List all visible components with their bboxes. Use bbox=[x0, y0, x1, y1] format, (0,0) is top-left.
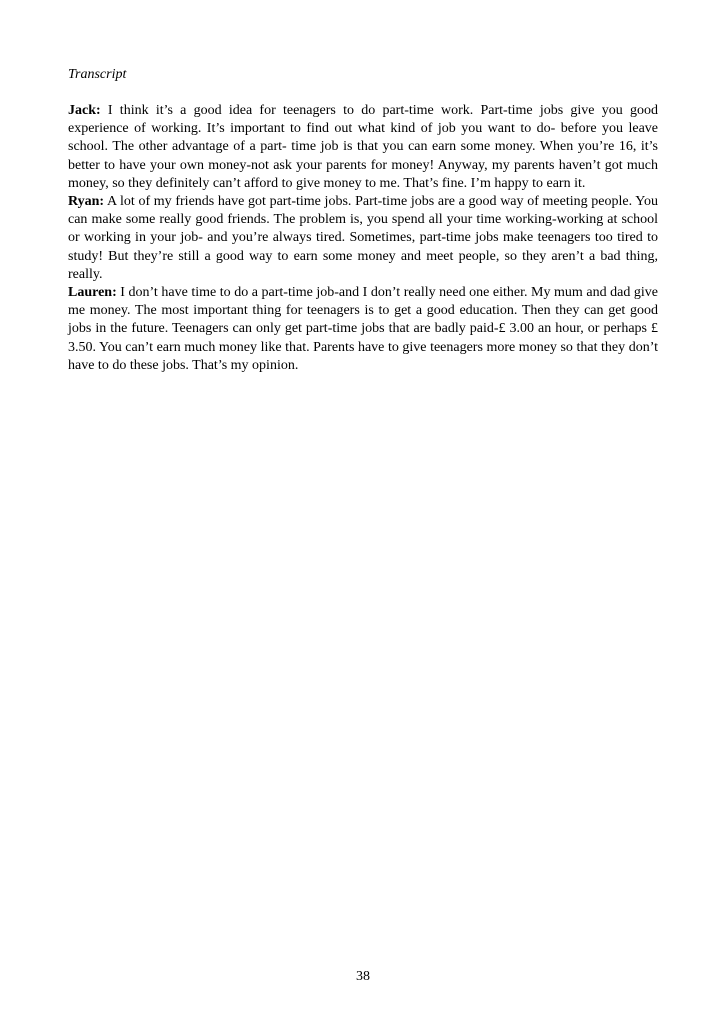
speaker-ryan: Ryan: bbox=[68, 194, 105, 210]
speech-ryan: A lot of my friends have got part-time jobs. Part-time jobs are a good way of meeting people. You can make some really good friends. The problem is, you spend all your time working-working at school or working in your job- and you’re always tired. Sometimes, part-time jobs make teenagers too tired to study! But they’re still a good way to earn some money and meet people, so they aren’t a bad thing, really. bbox=[68, 194, 658, 282]
speaker-jack: Jack: bbox=[68, 103, 101, 118]
speaker-lauren: Lauren: bbox=[68, 285, 117, 301]
transcript-heading: Transcript bbox=[68, 67, 127, 82]
page-number: 38 bbox=[356, 969, 370, 984]
paragraph-lauren bbox=[68, 284, 658, 375]
transcript-body bbox=[68, 102, 658, 375]
speech-lauren: I don’t have time to do a part-time job-and I don’t really need one either. My mum and dad give me money. The most important thing for teenagers is to get a good education. Then they can get good jobs in the future. Teenagers can only get part-time jobs that are badly paid-£ 3.00 an hour, or perhaps £ 3.50. You can’t earn much money like that. Parents have to give teenagers more money so that they don’t have to do these jobs. That’s my opinion. bbox=[68, 285, 658, 373]
document-page bbox=[68, 0, 658, 1024]
paragraph-jack bbox=[68, 102, 658, 193]
speech-jack: I think it’s a good idea for teenagers to do part-time work. Part-time jobs give you good experience of working. It’s important to find out what kind of job you want to do- before you leave school. The other advantage of a part- time job is that you can earn some money. When you’re 16, it’s better to have your own money-not ask your parents for money! Anyway, my parents haven’t got much money, so they definitely can’t afford to give money to me. That’s fine. I’m happy to earn it. bbox=[68, 103, 658, 191]
paragraph-ryan bbox=[68, 193, 658, 284]
